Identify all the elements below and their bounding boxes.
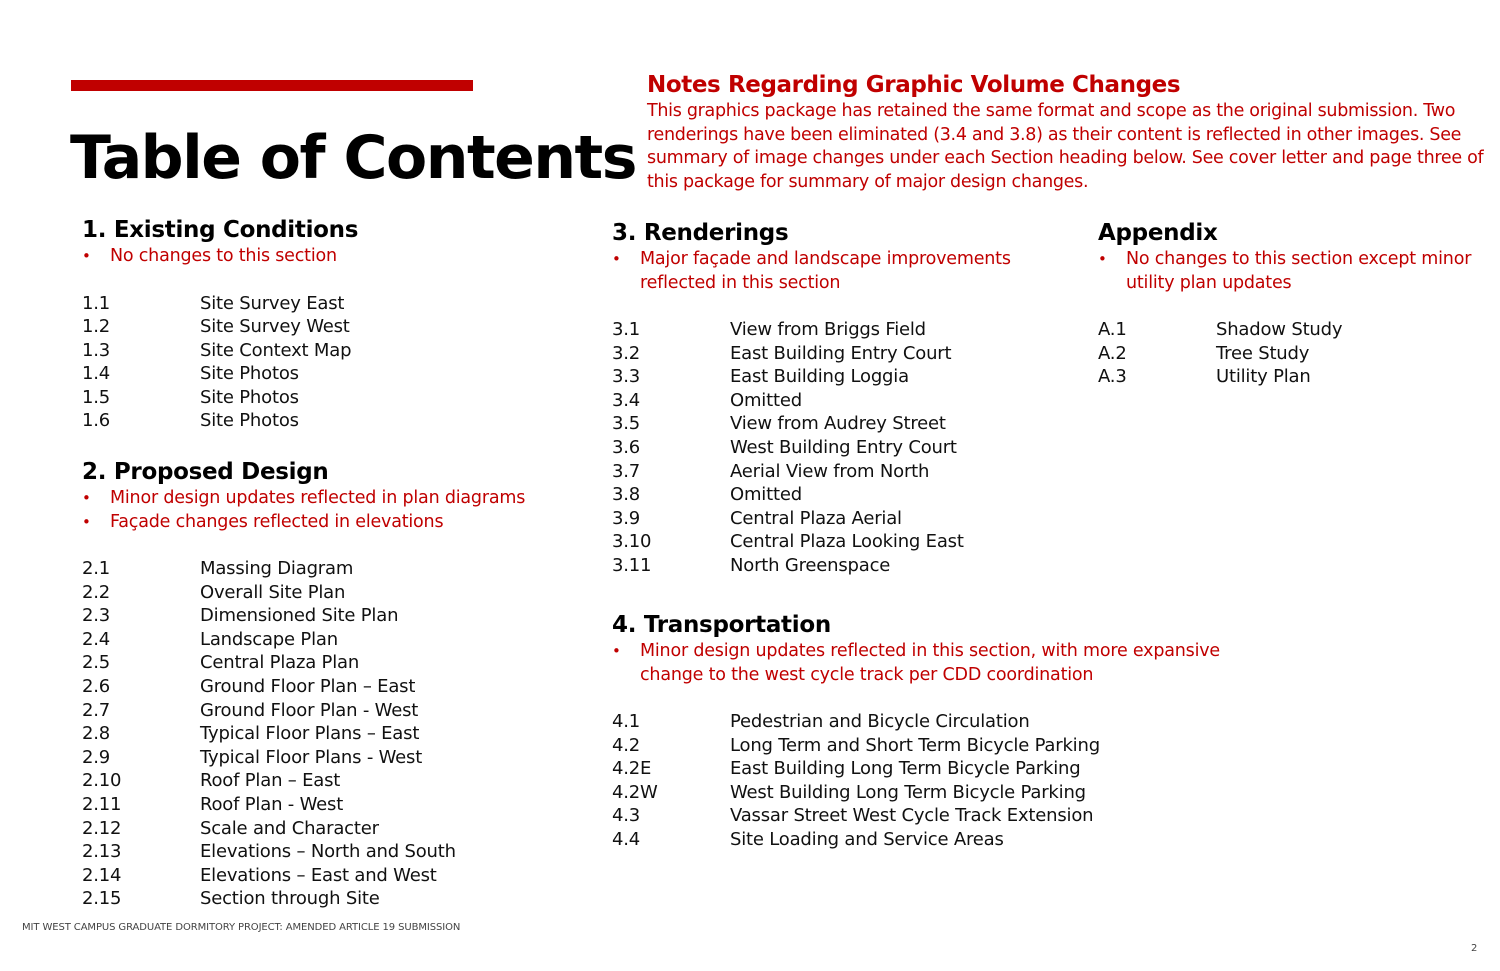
toc-entry-title: Central Plaza Aerial	[730, 507, 902, 529]
toc-entry-number: 2.2	[82, 581, 111, 603]
toc-entries	[612, 710, 1252, 852]
toc-entry-title: Elevations – East and West	[200, 864, 437, 886]
toc-entry-title: Site Photos	[200, 386, 299, 408]
toc-entry-number: 1.3	[82, 339, 111, 361]
toc-entry	[612, 412, 1072, 436]
toc-entry	[612, 781, 1252, 805]
toc-entry	[82, 817, 582, 841]
section-heading: 3. Renderings	[612, 220, 789, 246]
section-heading: 4. Transportation	[612, 612, 831, 638]
toc-entry	[82, 675, 582, 699]
toc-entry	[82, 887, 582, 911]
toc-entry-number: 3.7	[612, 460, 641, 482]
toc-entry-number: 2.14	[82, 864, 122, 886]
toc-entry-title: Ground Floor Plan – East	[200, 675, 416, 697]
bullet-icon: •	[82, 489, 91, 507]
toc-entry	[612, 734, 1252, 758]
section-heading: 1. Existing Conditions	[82, 217, 359, 243]
toc-entry	[82, 409, 582, 433]
toc-entry	[82, 840, 582, 864]
change-note	[82, 245, 582, 269]
toc-entry	[82, 769, 582, 793]
toc-entry	[612, 507, 1072, 531]
toc-entry-title: Aerial View from North	[730, 460, 930, 482]
toc-entry-number: 3.9	[612, 507, 641, 529]
section-appendix	[1098, 218, 1478, 389]
toc-entry-title: Site Photos	[200, 410, 299, 432]
toc-entry-title: Elevations – North and South	[200, 841, 456, 863]
toc-entry-number: A.2	[1098, 342, 1127, 364]
toc-entry-number: 2.1	[82, 558, 111, 579]
toc-entry	[612, 710, 1252, 734]
toc-entry	[612, 318, 1072, 342]
toc-entry-number: 2.6	[82, 675, 111, 697]
toc-entry	[82, 339, 582, 363]
toc-entry-number: 2.7	[82, 699, 111, 721]
toc-entry-number: 3.1	[612, 319, 641, 340]
toc-entry-title: Long Term and Short Term Bicycle Parking	[730, 734, 1100, 756]
toc-entry-number: 3.10	[612, 531, 652, 553]
toc-entry-number: 2.13	[82, 841, 122, 863]
toc-entry-number: 1.6	[82, 410, 111, 432]
change-note-text: No changes to this section	[110, 246, 337, 266]
change-note-text: Façade changes reflected in elevations	[110, 511, 444, 532]
toc-entry-title: View from Audrey Street	[730, 413, 946, 435]
toc-entry-number: 3.6	[612, 436, 641, 458]
toc-entry-title: Pedestrian and Bicycle Circulation	[730, 711, 1030, 732]
change-note-text: No changes to this section except minor utility plan updates	[1126, 249, 1472, 293]
toc-entry-title: Omitted	[730, 484, 802, 506]
toc-entries	[82, 292, 582, 434]
toc-entry	[612, 757, 1252, 781]
toc-entry-number: 3.11	[612, 554, 652, 576]
toc-entry-title: Tree Study	[1216, 342, 1310, 364]
change-note	[612, 248, 1072, 295]
toc-entry-number: 2.15	[82, 888, 122, 910]
toc-entry-title: Scale and Character	[200, 817, 379, 839]
toc-entry-number: 2.4	[82, 628, 111, 650]
toc-entry	[82, 699, 582, 723]
page-title: Table of Contents	[70, 123, 636, 193]
change-notes-list	[612, 248, 1072, 295]
toc-entry	[82, 386, 582, 410]
toc-entry	[82, 557, 582, 581]
title-accent-bar	[71, 80, 473, 91]
toc-entry-title: Roof Plan - West	[200, 793, 344, 815]
toc-entry-title: Omitted	[730, 389, 802, 411]
toc-entry-number: 4.1	[612, 711, 641, 732]
change-note-text: Minor design updates reflected in plan diagrams	[110, 488, 526, 508]
footer-project-title: MIT WEST CAMPUS GRADUATE DORMITORY PROJECT: AMENDED ARTICLE 19 SUBMISSION	[22, 922, 461, 933]
toc-entry-title: Vassar Street West Cycle Track Extension	[730, 805, 1094, 827]
notes-block	[647, 70, 1487, 194]
toc-entry	[82, 628, 582, 652]
change-notes-list	[612, 640, 1252, 687]
change-notes-list	[82, 487, 582, 534]
toc-entry	[612, 389, 1072, 413]
toc-entry-number: 3.8	[612, 484, 641, 506]
toc-entry	[612, 483, 1072, 507]
toc-entry-number: 1.5	[82, 386, 111, 408]
toc-entry-number: 2.8	[82, 723, 111, 745]
toc-entry-title: West Building Long Term Bicycle Parking	[730, 781, 1086, 803]
toc-entry-title: Site Photos	[200, 363, 299, 385]
toc-entry-title: North Greenspace	[730, 554, 891, 576]
toc-entry-title: Dimensioned Site Plan	[200, 605, 399, 627]
toc-entry	[82, 746, 582, 770]
section-transportation	[612, 610, 1252, 852]
toc-entry-title: Central Plaza Looking East	[730, 531, 964, 553]
toc-entry	[612, 436, 1072, 460]
toc-entry-number: 2.3	[82, 605, 111, 627]
change-note-text: Minor design updates reflected in this section, with more expansive change to the west cycle track per CDD coordination	[640, 641, 1220, 685]
section-proposed-design	[82, 457, 582, 911]
toc-entry	[1098, 342, 1478, 366]
toc-entry-title: Landscape Plan	[200, 628, 338, 650]
toc-entry-number: 3.2	[612, 342, 641, 364]
notes-heading: Notes Regarding Graphic Volume Changes	[647, 72, 1181, 98]
toc-entry	[612, 365, 1072, 389]
toc-entry-title: East Building Entry Court	[730, 342, 952, 364]
toc-entry-title: East Building Loggia	[730, 366, 909, 388]
toc-entry-number: 4.4	[612, 828, 641, 850]
toc-entry	[612, 828, 1252, 852]
toc-entry-number: 4.2	[612, 734, 641, 756]
toc-entry-title: Central Plaza Plan	[200, 652, 360, 674]
toc-entry	[612, 554, 1072, 578]
toc-entry-title: View from Briggs Field	[730, 319, 926, 340]
toc-entry-number: 3.3	[612, 366, 641, 388]
toc-entry-title: Site Survey East	[200, 292, 345, 314]
toc-entry-title: Site Survey West	[200, 316, 350, 338]
toc-entries	[612, 318, 1072, 578]
bullet-icon: •	[612, 642, 621, 660]
toc-entry-title: Site Context Map	[200, 339, 352, 361]
toc-entry-number: 4.3	[612, 805, 641, 827]
page-number: 2	[1471, 943, 1478, 954]
section-heading: 2. Proposed Design	[82, 459, 329, 485]
toc-entry-title: Roof Plan – East	[200, 770, 341, 792]
change-note	[612, 640, 1252, 687]
toc-entry-title: Section through Site	[200, 888, 380, 910]
toc-entry	[82, 864, 582, 888]
toc-entry-number: 2.11	[82, 793, 122, 815]
toc-entry-number: 2.9	[82, 746, 111, 768]
toc-entry	[82, 722, 582, 746]
toc-entry-title: Utility Plan	[1216, 366, 1311, 388]
toc-entry	[82, 362, 582, 386]
toc-entry-title: Shadow Study	[1216, 319, 1343, 340]
toc-entry-number: 4.2E	[612, 758, 652, 780]
bullet-icon: •	[82, 247, 91, 265]
change-note	[1098, 248, 1478, 295]
toc-entry	[82, 793, 582, 817]
change-notes-list	[82, 245, 582, 269]
section-renderings	[612, 218, 1072, 578]
toc-entries	[82, 557, 582, 911]
toc-entry	[82, 651, 582, 675]
bullet-icon: •	[1098, 250, 1107, 268]
toc-entry	[82, 581, 582, 605]
section-existing-conditions	[82, 215, 582, 433]
toc-entry	[612, 804, 1252, 828]
toc-entry-number: A.3	[1098, 366, 1127, 388]
toc-entry-title: Site Loading and Service Areas	[730, 828, 1004, 850]
change-note	[82, 487, 582, 511]
bullet-icon: •	[82, 512, 91, 531]
change-notes-list	[1098, 248, 1478, 295]
toc-entry-number: 2.10	[82, 770, 122, 792]
toc-entry-title: Typical Floor Plans - West	[200, 746, 423, 768]
toc-entry-number: 2.5	[82, 652, 111, 674]
toc-entry	[612, 342, 1072, 366]
toc-entry	[82, 292, 582, 316]
toc-entry-title: Overall Site Plan	[200, 581, 346, 603]
toc-entry	[612, 460, 1072, 484]
toc-entry-number: 3.5	[612, 413, 641, 435]
toc-entry	[82, 315, 582, 339]
toc-entry-number: 1.4	[82, 363, 111, 385]
toc-entry-title: West Building Entry Court	[730, 436, 957, 458]
toc-entry	[1098, 318, 1478, 342]
change-note	[82, 511, 582, 535]
section-heading: Appendix	[1098, 220, 1218, 246]
toc-entry	[612, 530, 1072, 554]
toc-entry-title: Typical Floor Plans – East	[200, 723, 420, 745]
toc-entry-number: 1.1	[82, 292, 111, 314]
toc-entry-number: 4.2W	[612, 781, 658, 803]
change-note-text: Major façade and landscape improvements reflected in this section	[640, 249, 1011, 293]
toc-entry-title: Massing Diagram	[200, 558, 354, 579]
toc-entry-number: 1.2	[82, 316, 111, 338]
toc-entry-number: 2.12	[82, 817, 122, 839]
toc-entry-title: East Building Long Term Bicycle Parking	[730, 758, 1081, 780]
toc-entry-number: 3.4	[612, 389, 641, 411]
toc-entry	[82, 604, 582, 628]
notes-body: This graphics package has retained the same format and scope as the original submission. Two renderings have been eliminated (3.4 and 3.8) as their content is reflected in other images. See summary of image changes under each Section heading below. See cover letter and page three of this package for summary of major design changes.	[647, 101, 1484, 192]
toc-entry-title: Ground Floor Plan - West	[200, 699, 419, 721]
bullet-icon: •	[612, 250, 621, 268]
toc-entry-number: A.1	[1098, 319, 1127, 340]
toc-entries	[1098, 318, 1478, 389]
toc-entry	[1098, 365, 1478, 389]
